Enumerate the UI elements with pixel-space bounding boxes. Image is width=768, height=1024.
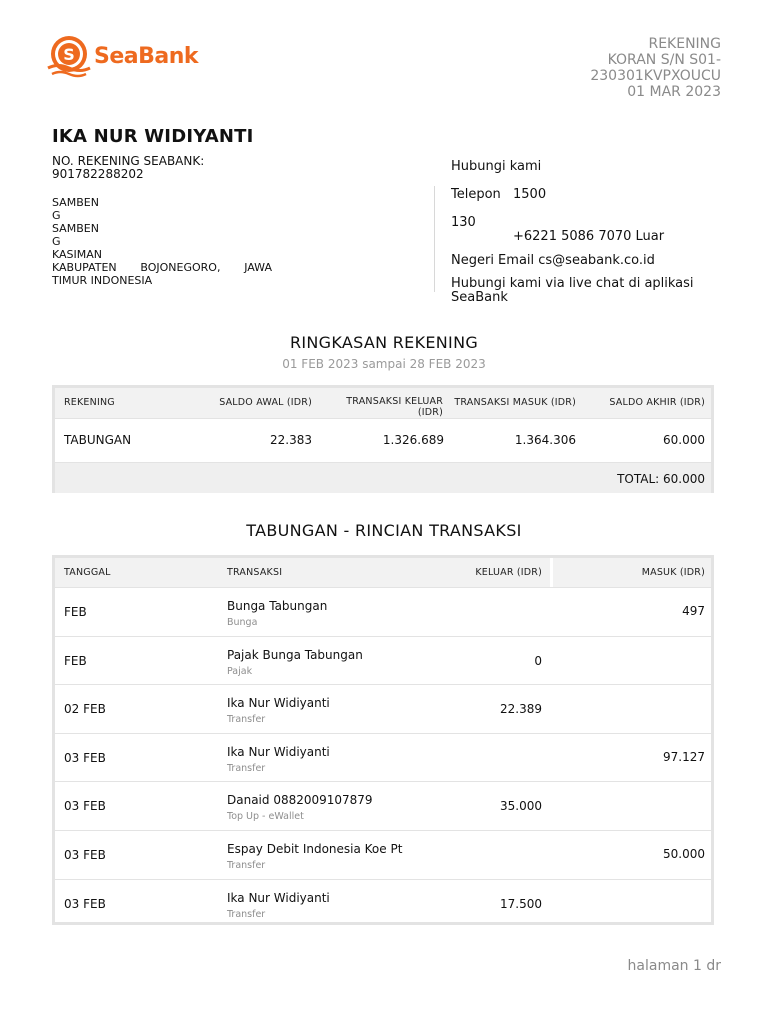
address-line: TIMUR INDONESIA (52, 274, 153, 287)
col-header-account: REKENING (64, 397, 115, 408)
tx-date: 03 FEB (64, 799, 106, 814)
phone-number: 1500 (513, 187, 547, 202)
col-header-closing: SALDO AKHIR (IDR) (609, 397, 705, 408)
statement-id-line-2: KORAN S/N S01- (607, 52, 721, 68)
table-row (55, 830, 711, 879)
tx-date: FEB (64, 653, 87, 668)
tx-type: Top Up - eWallet (227, 811, 304, 823)
summary-closing: 60.000 (663, 433, 705, 447)
summary-row (55, 418, 711, 462)
tx-description: Ika Nur Widiyanti (227, 890, 330, 905)
account-summary-table (52, 385, 714, 493)
summary-title: RINGKASAN REKENING (289, 333, 479, 352)
page-number: halaman 1 dr (627, 958, 721, 974)
tx-type: Transfer (227, 714, 266, 726)
address-word: JAWA (244, 261, 272, 274)
tx-out: 0 (534, 653, 542, 668)
col-header-opening: SALDO AWAL (IDR) (219, 397, 312, 408)
tx-description: Ika Nur Widiyanti (227, 744, 330, 759)
tx-in: 50.000 (663, 846, 705, 861)
address-word: KABUPATEN (52, 261, 117, 274)
tx-out: 17.500 (500, 896, 542, 911)
address-line: SAMBEN (52, 222, 99, 235)
tx-date: 03 FEB (64, 847, 106, 862)
tx-type: Bunga (227, 617, 258, 628)
phone-number-cont: 130 (451, 215, 476, 230)
seabank-logo (46, 34, 198, 78)
summary-total: TOTAL: 60.000 (617, 472, 705, 486)
address-word: BOJONEGORO, (140, 261, 221, 274)
table-row (55, 684, 711, 733)
live-chat-note: Hubungi kami via live chat di aplikasi SeaBank (451, 276, 694, 305)
header-separator (550, 558, 553, 587)
account-number-block (52, 155, 204, 181)
col-header-description: TRANSAKSI (227, 567, 283, 578)
transactions-table (52, 555, 714, 925)
svg-text:S: S (63, 45, 75, 64)
col-header-in: MASUK (IDR) (641, 567, 705, 578)
table-row (55, 733, 711, 782)
statement-id-line-3: 230301KVPXOUCU (590, 68, 721, 84)
contact-divider (434, 186, 435, 292)
tx-type: Pajak (227, 665, 253, 677)
summary-account: TABUNGAN (64, 433, 132, 447)
col-header-out: KELUAR (IDR) (475, 567, 542, 578)
international-phone: +6221 5086 7070 Luar (513, 229, 665, 244)
transactions-title: TABUNGAN - RINCIAN TRANSAKSI (246, 521, 522, 540)
account-number: 901782288202 (52, 167, 144, 181)
tx-in: 497 (682, 604, 705, 618)
address-line (52, 261, 272, 274)
tx-type: Transfer (227, 762, 266, 774)
holder-address (52, 196, 272, 287)
tx-description: Ika Nur Widiyanti (227, 696, 330, 711)
contact-email: Negeri Email cs@seabank.co.id (451, 253, 655, 268)
address-line: G (52, 209, 61, 222)
tx-description: Espay Debit Indonesia Koe Pt (227, 841, 403, 856)
table-row (55, 879, 711, 928)
account-holder-name: IKA NUR WIDIYANTI (52, 126, 254, 147)
tx-description: Pajak Bunga Tabungan (227, 647, 363, 662)
tx-description: Danaid 0882009107879 (227, 793, 373, 808)
summary-opening: 22.383 (270, 433, 312, 447)
brand-name: SeaBank (94, 43, 199, 69)
summary-in: 1.364.306 (514, 433, 576, 447)
tx-date: 03 FEB (64, 896, 106, 911)
contact-title: Hubungi kami (451, 159, 542, 174)
tx-date: 03 FEB (64, 750, 106, 765)
summary-out: 1.326.689 (382, 433, 444, 447)
address-line: KASIMAN (52, 248, 103, 261)
account-number-label: NO. REKENING SEABANK: (52, 154, 205, 168)
statement-id (551, 36, 721, 100)
table-row (55, 636, 711, 685)
tx-description: Bunga Tabungan (227, 599, 328, 613)
address-line: G (52, 235, 61, 248)
address-line: SAMBEN (52, 196, 99, 209)
col-header-out: TRANSAKSI KELUAR (IDR) (346, 396, 443, 418)
table-row (55, 781, 711, 830)
col-header-date: TANGGAL (64, 567, 111, 578)
phone-label: Telepon (451, 187, 501, 202)
summary-header-row (55, 388, 711, 418)
statement-id-line-4: 01 MAR 2023 (627, 84, 721, 100)
transactions-header-row (55, 558, 711, 587)
tx-date: FEB (64, 605, 87, 619)
tx-type: Transfer (227, 908, 266, 920)
tx-out: 22.389 (500, 702, 542, 717)
tx-in: 97.127 (663, 749, 705, 764)
statement-period: 01 FEB 2023 sampai 28 FEB 2023 (282, 357, 486, 371)
tx-date: 02 FEB (64, 702, 106, 717)
summary-total-row (55, 462, 711, 493)
tx-out: 35.000 (500, 799, 542, 814)
tx-type: Transfer (227, 859, 266, 871)
seabank-logo-icon (46, 34, 92, 78)
col-header-in: TRANSAKSI MASUK (IDR) (454, 397, 576, 408)
table-row (55, 587, 711, 636)
statement-id-line-1: REKENING (648, 36, 721, 52)
